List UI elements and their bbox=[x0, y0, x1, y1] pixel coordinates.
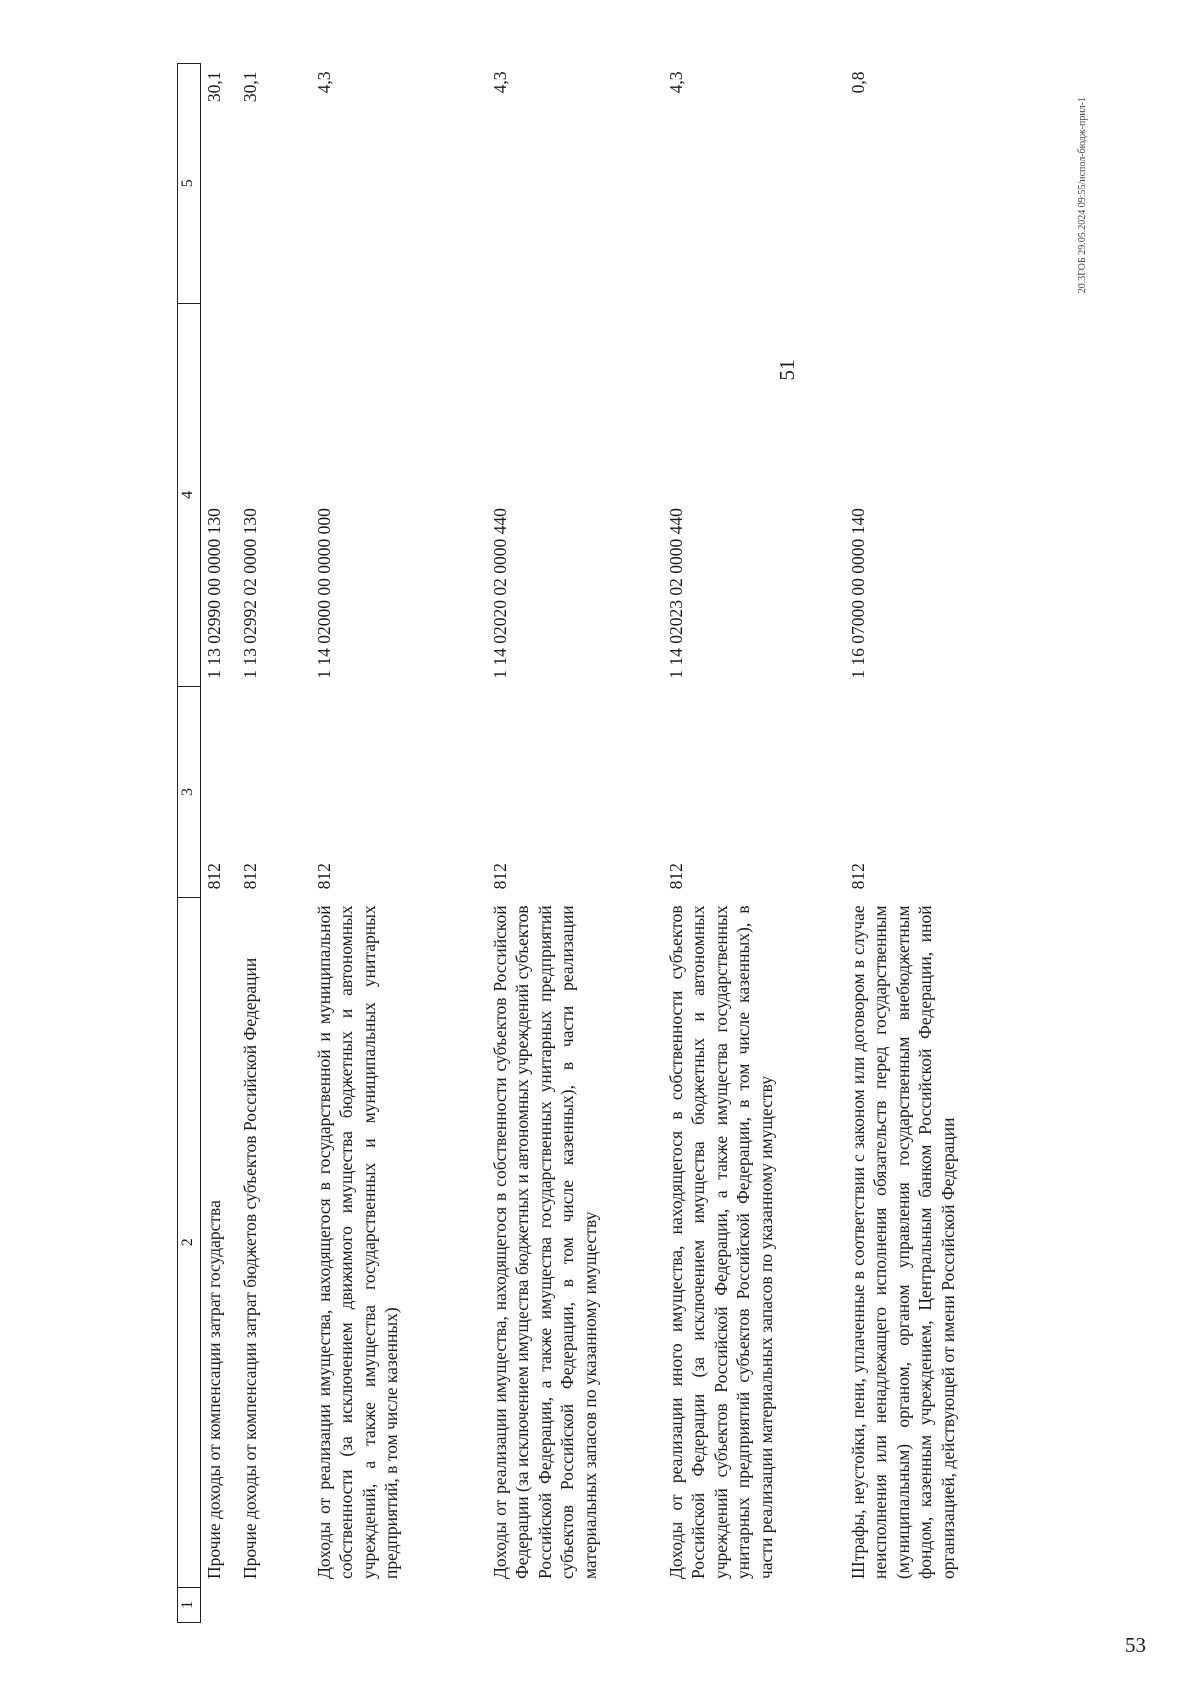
table-row bbox=[237, 64, 311, 1623]
table-header-cell: 4 bbox=[178, 303, 201, 687]
budget-income-table bbox=[177, 63, 999, 1623]
amount-cell: 4,3 bbox=[666, 71, 686, 94]
income-name-cell: Доходы от реализации имущества, находящегося в собственности субъектов Российской Федерации (за исключением имущества бюджетных и автономных учреждений субъектов Российской Федерации, а также имущества государственных унитарных предприятий субъектов Российской Федерации, в том числе казенных), в части реализации материальных запасов по указанному имуществу bbox=[490, 905, 600, 1580]
admin-code-cell: 812 bbox=[848, 863, 868, 890]
budget-income-table-container bbox=[177, 63, 958, 1623]
budget-code-cell: 1 14 02020 02 0000 440 bbox=[490, 508, 510, 679]
table-header-cell: 3 bbox=[178, 687, 201, 898]
row-number-cell bbox=[201, 1587, 238, 1622]
admin-code-cell: 812 bbox=[204, 863, 224, 890]
table-header-cell: 5 bbox=[178, 64, 201, 304]
income-name-cell: Доходы от реализации имущества, находящегося в государственной и муниципальной собственности (за исключением движимого имущества бюджетных и автономных учреждений, а также имущества государственных и муниципальных унитарных предприятий, в том числе казенных) bbox=[314, 905, 402, 1580]
income-name-cell: Прочие доходы от компенсации затрат государства bbox=[204, 1200, 224, 1580]
row-number-cell bbox=[663, 1587, 845, 1622]
table-row bbox=[845, 64, 999, 1623]
row-number-cell bbox=[237, 1587, 311, 1622]
table-header-row bbox=[178, 64, 201, 1623]
income-name-cell: Доходы от реализации иного имущества, находящегося в собственности субъектов Российской Федерации (за исключением имущества бюджетных и автономных учреждений субъектов Российской Федерации, а также имущества государственных унитарных предприятий субъектов Российской Федерации, в том числе казенных), в части реализации материальных запасов по указанному имуществу bbox=[666, 905, 776, 1580]
admin-code-cell: 812 bbox=[240, 863, 260, 890]
row-number-cell bbox=[311, 1587, 487, 1622]
table-header-cell: 1 bbox=[178, 1587, 201, 1622]
admin-code-cell: 812 bbox=[314, 863, 334, 890]
budget-code-cell: 1 14 02000 00 0000 000 bbox=[314, 508, 334, 679]
table-header-cell: 2 bbox=[178, 897, 201, 1587]
document-footer-code: 20.3ГОБ 29.05.2024 09:55/испол-бюдж-прил-1 bbox=[1077, 97, 1088, 294]
budget-code-cell: 1 16 07000 00 0000 140 bbox=[848, 508, 868, 679]
income-name-cell: Прочие доходы от компенсации затрат бюджетов субъектов Российской Федерации bbox=[240, 957, 260, 1580]
budget-code-cell: 1 14 02023 02 0000 440 bbox=[666, 508, 686, 679]
table-row bbox=[311, 64, 487, 1623]
amount-cell: 4,3 bbox=[314, 71, 334, 94]
page-number-outer: 53 bbox=[1125, 1633, 1146, 1657]
page-number-inner: 51 bbox=[775, 359, 799, 381]
row-number-cell bbox=[487, 1587, 663, 1622]
income-name-cell: Штрафы, неустойки, пени, уплаченные в соответствии с законом или договором в случае неисполнения или ненадлежащего исполнения обязательств перед государственным (муниципальным) органом, органом управления государственным внебюджетным фондом, казенным учреждением, Центральным банком Российской Федерации, иной организацией, действующей от имени Российской Федерации bbox=[848, 905, 958, 1580]
table-row bbox=[487, 64, 663, 1623]
admin-code-cell: 812 bbox=[490, 863, 510, 890]
table-row bbox=[663, 64, 845, 1623]
amount-cell: 30,1 bbox=[204, 71, 224, 103]
amount-cell: 30,1 bbox=[240, 71, 260, 103]
amount-cell: 4,3 bbox=[490, 71, 510, 94]
amount-cell: 0,8 bbox=[848, 71, 868, 94]
row-number-cell bbox=[845, 1587, 999, 1622]
admin-code-cell: 812 bbox=[666, 863, 686, 890]
budget-code-cell: 1 13 02992 02 0000 130 bbox=[240, 508, 260, 679]
table-row bbox=[201, 64, 238, 1623]
budget-code-cell: 1 13 02990 00 0000 130 bbox=[204, 508, 224, 679]
